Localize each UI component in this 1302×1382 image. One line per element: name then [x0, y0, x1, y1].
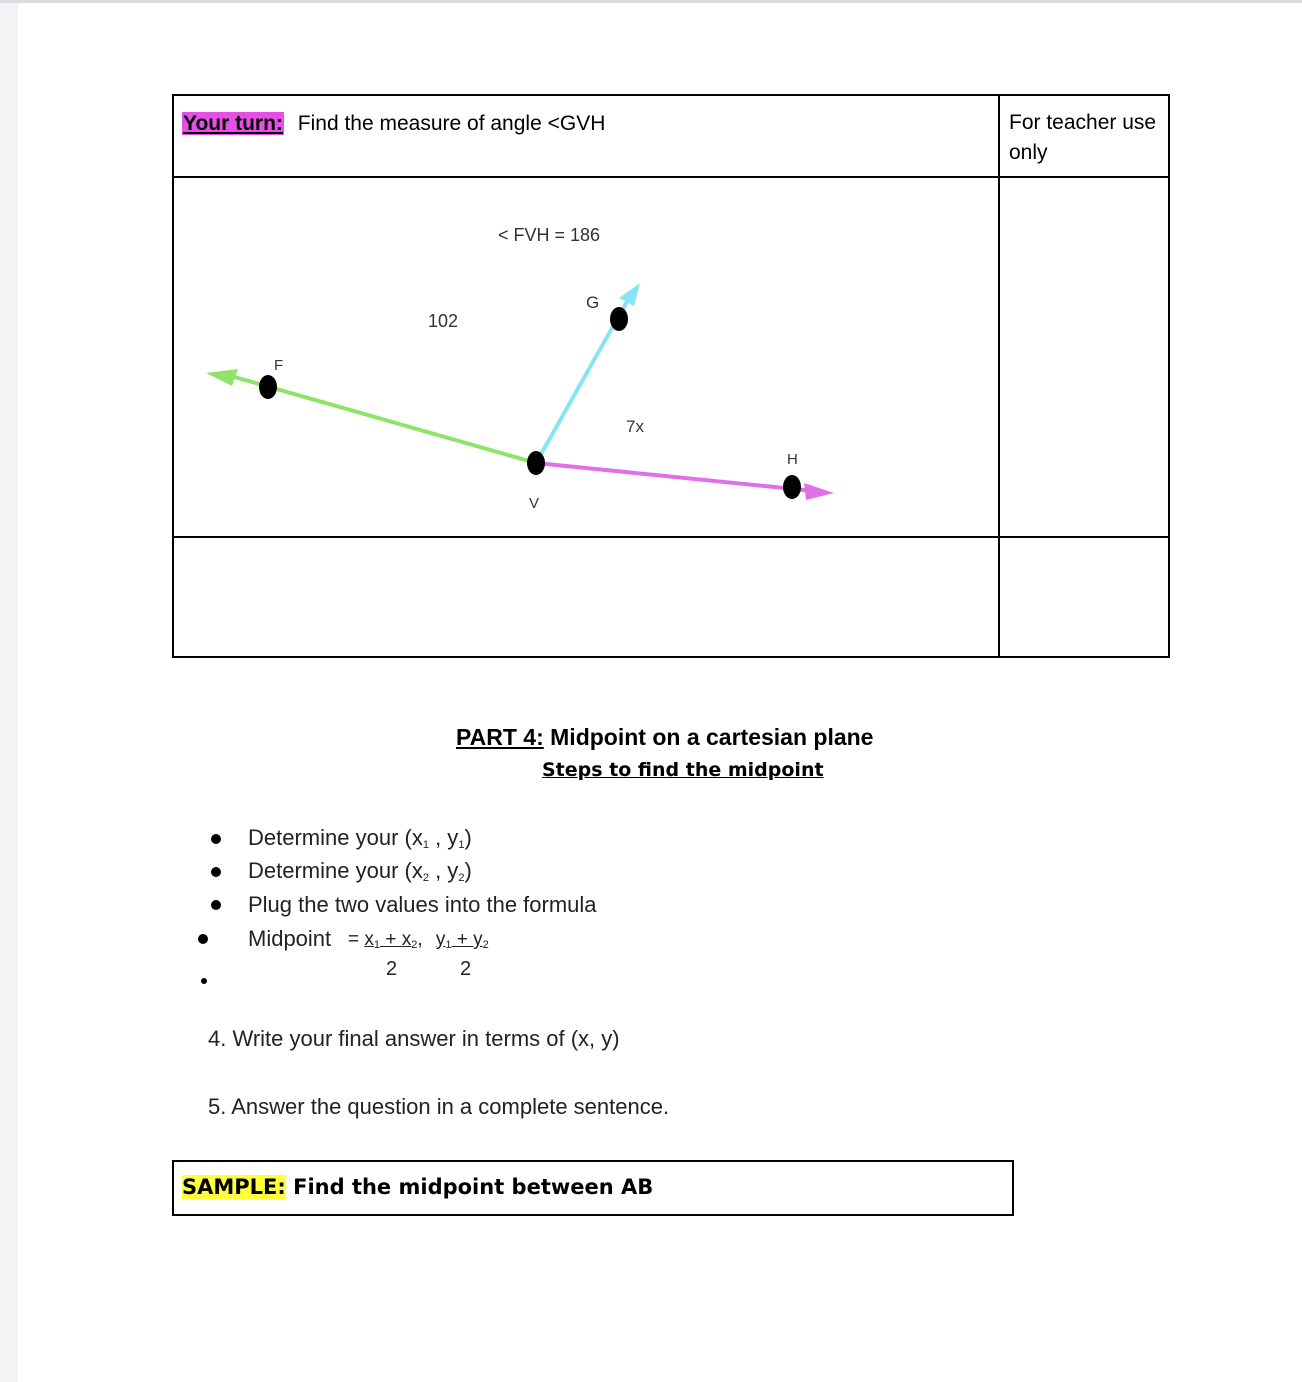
formula-x-denominator: 2	[386, 958, 398, 980]
arrowhead-h	[804, 483, 834, 500]
step-1-sub-x: 1	[422, 839, 429, 851]
your-turn-header	[182, 112, 605, 136]
bullet-5	[201, 978, 207, 984]
point-h-dot	[783, 475, 801, 499]
point-v-label: V	[529, 495, 540, 512]
step-2-text: Determine your (x	[248, 858, 423, 883]
formula-y1-sub: 1	[445, 939, 452, 951]
step-2-sub-x: 2	[422, 872, 429, 884]
step-5: 5. Answer the question in a complete sentence.	[208, 1094, 670, 1119]
formula-plus-y: +	[456, 929, 468, 950]
step-2-mid: , y	[428, 858, 459, 883]
sample-heading	[182, 1175, 653, 1199]
table-col-divider	[998, 94, 1000, 658]
angle-gvh-label: 7x	[626, 417, 644, 436]
formula-plus-x: +	[385, 929, 397, 950]
midpoint-formula-numerator	[348, 929, 489, 951]
step-1-sub-y: 1	[458, 839, 465, 851]
step-1	[248, 825, 472, 851]
step-1-mid: , y	[428, 825, 459, 850]
formula-x-fraction	[364, 929, 417, 950]
formula-comma: ,	[417, 929, 423, 950]
point-f-label: F	[274, 357, 284, 374]
teacher-note-line-2: only	[1009, 141, 1048, 164]
midpoint-label: Midpoint	[248, 926, 332, 951]
arrowhead-g	[619, 283, 640, 306]
formula-y1: y	[435, 929, 446, 950]
formula-x2-sub: 2	[411, 939, 418, 951]
step-1-text: Determine your (x	[248, 825, 423, 850]
formula-x2: x	[401, 929, 412, 950]
bullet-2	[211, 867, 221, 877]
formula-x1-sub: 1	[373, 939, 381, 951]
formula-y2-sub: 2	[482, 939, 489, 951]
angle-fvg-label: 102	[428, 311, 459, 331]
step-1-end: )	[464, 825, 472, 850]
part4-title: Midpoint on a cartesian plane	[550, 724, 874, 750]
sample-label: SAMPLE:	[182, 1175, 286, 1199]
point-f-dot	[259, 375, 277, 399]
angle-diagram	[174, 178, 998, 536]
formula-y2: y	[473, 929, 483, 950]
bullet-3	[211, 900, 221, 910]
total-angle-label: < FVH = 186	[498, 225, 601, 245]
step-2-sub-y: 2	[458, 872, 465, 884]
formula-x1: x	[364, 929, 374, 950]
bullet-4	[198, 934, 208, 944]
formula-y-denominator: 2	[460, 958, 472, 980]
formula-y-fraction	[436, 929, 489, 950]
step-3: Plug the two values into the formula	[248, 892, 597, 917]
bullet-1	[211, 834, 221, 844]
part4-subtitle: Steps to find the midpoint	[542, 759, 824, 781]
part4-prefix: PART 4:	[456, 724, 544, 750]
point-h-label: H	[787, 451, 798, 468]
step-4: 4. Write your final answer in terms of (x, y)	[208, 1026, 620, 1051]
table-row-divider-2	[172, 536, 1170, 538]
point-g-dot	[610, 307, 628, 331]
teacher-note-line-1: For teacher use	[1009, 111, 1157, 134]
formula-equals: =	[348, 929, 360, 950]
point-v-dot	[527, 451, 545, 475]
ray-vh	[536, 463, 814, 491]
step-2	[248, 858, 472, 884]
your-turn-question: Find the measure of angle <GVH	[297, 112, 606, 135]
step-2-end: )	[464, 858, 472, 883]
arrowhead-f	[206, 369, 238, 386]
your-turn-label: Your turn:	[183, 112, 283, 135]
sample-text: Find the midpoint between AB	[293, 1175, 654, 1199]
point-g-label: G	[586, 293, 600, 312]
part4-heading	[456, 724, 873, 751]
